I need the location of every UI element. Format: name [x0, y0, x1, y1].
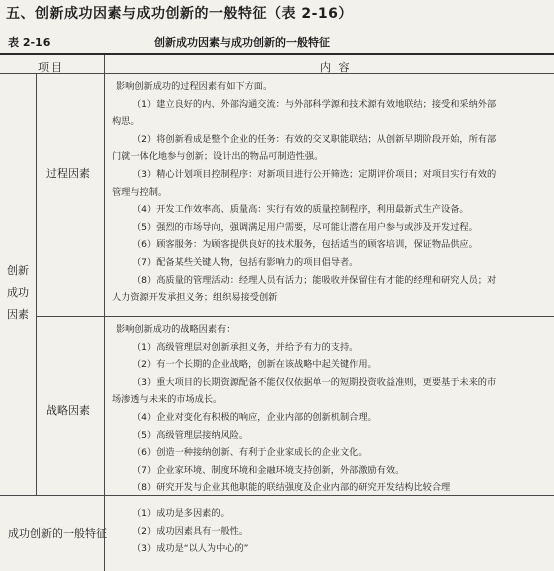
content-line: 影响创新成功的过程因素有如下方面。 [116, 81, 273, 92]
content-line: （7）企业家环境、制度环境和金融环境支持创新，外部激励有效。 [132, 464, 405, 476]
header-content: 内 容 [320, 61, 352, 74]
content-line: （1）高级管理层对创新承担义务，并给予有力的支持。 [132, 341, 359, 353]
strategy-factors-label: 战略因素 [46, 404, 90, 417]
content-line: （5）强烈的市场导向，强调满足用户需要，尽可能让潜在用户参与或涉及开发过程。 [132, 221, 478, 233]
content-line: （2）成功因素具有一般性。 [132, 525, 249, 537]
content-line: 构思。 [112, 116, 140, 128]
table-number: 表 2-16 [8, 36, 51, 49]
row-group-label-line: 成功 [7, 286, 29, 299]
row-group-label [5, 260, 31, 326]
content-line: 管理与控制。 [112, 186, 168, 198]
process-strategy-rule [36, 316, 554, 317]
table-title: 创新成功因素与成功创新的一般特征 [154, 36, 330, 49]
header-item: 项目 [38, 61, 64, 74]
group-column-rule [36, 73, 37, 495]
content-line: （4）开发工作效率高、质量高：实行有效的质量控制程序，利用最新式生产设备。 [132, 204, 469, 216]
row-group-label-line: 创新 [7, 264, 29, 277]
content-line: （8）高质量的管理活动：经理人员有活力；能吸收并保留住有才能的经理和研究人员；对 [132, 274, 497, 286]
row-group-label-line: 因素 [7, 308, 29, 321]
content-line: （6）顾客服务：为顾客提供良好的技术服务，包括适当的顾客培训，保证物品供应。 [132, 239, 478, 251]
content-line: 人力资源开发承担义务；组织易接受创新 [112, 292, 278, 304]
content-line: （2）有一个长期的企业战略，创新在该战略中起关键作用。 [132, 359, 377, 371]
table-caption [8, 34, 548, 50]
content-line: （6）创造一种接纳创新、有利于企业家成长的企业文化。 [132, 447, 368, 459]
content-line: （1）建立良好的内、外部沟通交流：与外部科学源和技术源有效地联结；接受和采纳外部 [132, 98, 497, 110]
process-factors-content [112, 78, 548, 307]
content-line: （2）将创新看成是整个企业的任务：有效的交叉职能联结；从创新早期阶段开始，所有部 [132, 133, 497, 145]
strategy-factors-content [112, 321, 548, 497]
section-heading: 五、创新成功因素与成功创新的一般特征（表 2-16） [6, 6, 353, 22]
content-line: 场渗透与未来的市场成长。 [112, 394, 223, 406]
content-line: （3）成功是“以人为中心的” [132, 543, 249, 555]
content-line: （3）精心计划项目控制程序：对新项目进行公开筛选；定期评价项目；对项目实行有效的 [132, 168, 497, 180]
content-line: 影响创新成功的战略因素有： [116, 324, 236, 335]
item-column-rule [104, 55, 105, 571]
content-line: 门就一体化地参与创新；设计出的物品可制造性强。 [112, 151, 324, 163]
features-label: 成功创新的一般特征 [8, 527, 107, 540]
header-rule [0, 73, 554, 74]
content-line: （5）高级管理层接纳风险。 [132, 429, 249, 441]
content-line: （1）成功是多因素的。 [132, 508, 230, 519]
content-line: （3）重大项目的长期资源配备不能仅仅依据单一的短期投资收益准则，更要基于未来的市 [132, 376, 497, 388]
factors-table [0, 53, 554, 571]
features-content [112, 505, 548, 558]
content-line: （4）企业对变化有积极的响应，企业内部的创新机制合理。 [132, 411, 377, 423]
process-factors-label: 过程因素 [46, 167, 90, 180]
content-line: （8）研究开发与企业其他职能的联结强度及企业内部的研究开发结构比较合理 [132, 482, 451, 494]
content-line: （7）配备某些关键人物，包括有影响力的项目倡导者。 [132, 256, 359, 268]
